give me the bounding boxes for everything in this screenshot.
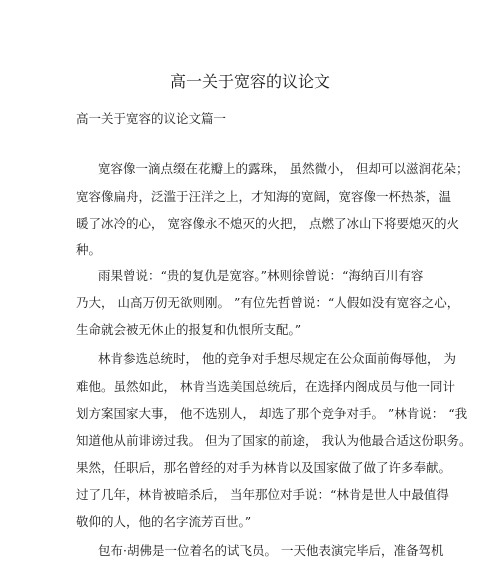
body-line: 乃大， 山高万仞无欲则刚。 ”有位先哲曾说：“人假如没有宽容之心，	[76, 295, 460, 310]
body-line: 种。	[76, 242, 102, 257]
body-line: 雨果曾说：“贵的复仇是宽容。”林则徐曾说：“海纳百川有容	[98, 268, 424, 283]
body-line: 难他。虽然如此， 林肯当选美国总统后，在选择内阁成员与他一同计	[76, 379, 455, 394]
body-line: 果然，任职后，那名曾经的对手为林肯以及国家做了做了许多奉献。	[76, 460, 452, 475]
body-line: 过了几年，林肯被暗杀后， 当年那位对手说：“林肯是世人中最值得	[76, 487, 449, 502]
body-line: 林肯参选总统时， 他的竞争对手想尽规定在公众面前侮辱他， 为	[98, 351, 456, 366]
body-line: 划方案国家大事， 他不选别人， 却选了那个竞争对手。 ”林肯说： “我	[76, 406, 468, 421]
body-line: 知道他从前诽谤过我。 但为了国家的前途， 我认为他最合适这份职务。	[76, 433, 472, 448]
body-line: 暖了冰冷的心， 宽容像永不熄灭的火把， 点燃了冰山下将要熄灭的火	[76, 216, 459, 231]
body-line: 生命就会被无休止的报复和仇恨所支配。”	[76, 322, 302, 337]
body-line: 敬仰的人，他的名字流芳百世。”	[76, 514, 252, 529]
body-line: 宽容像一滴点缀在花瓣上的露珠， 虽然微小， 但却可以滋润花朵；	[98, 161, 469, 176]
page-title: 高一关于宽容的议论文	[169, 72, 330, 91]
body-line: 宽容像扁舟，泛滥于汪洋之上，才知海的宽阔，宽容像一杯热茶，温	[76, 189, 452, 204]
section-heading: 高一关于宽容的议论文篇一	[76, 111, 227, 126]
body-line: 包布·胡佛是一位着名的试飞员。 一天他表演完毕后，准备驾机	[98, 543, 444, 558]
